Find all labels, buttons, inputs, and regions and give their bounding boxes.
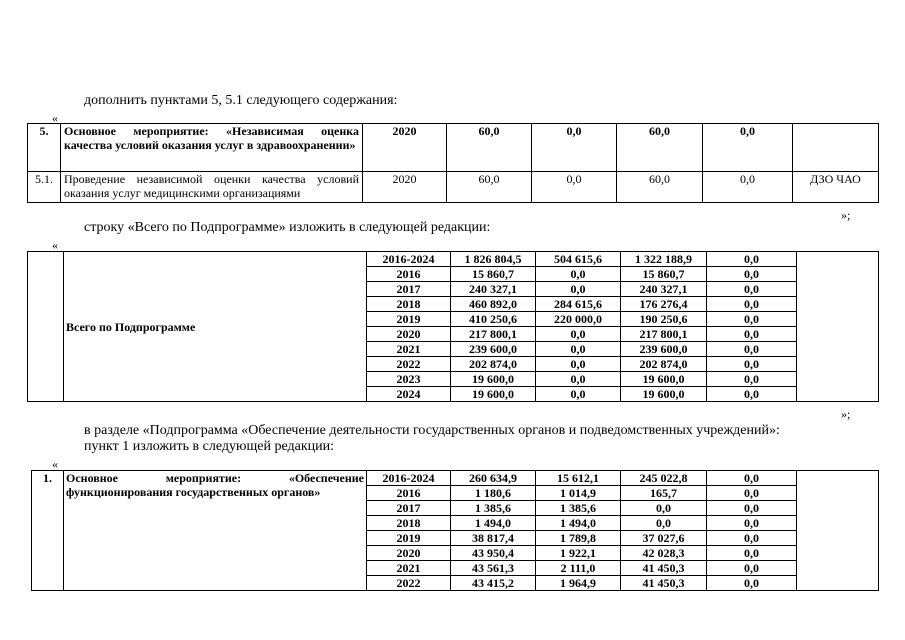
year-cell: 2021 (367, 342, 451, 357)
other-cell: 0,0 (707, 357, 797, 372)
table-row (32, 471, 879, 486)
year-cell: 2018 (367, 297, 451, 312)
other-cell: 0,0 (707, 486, 797, 501)
activity-name-line-1: Основное мероприятие: «Обеспечение (66, 471, 364, 485)
year-cell: 2020 (363, 124, 447, 172)
table-activity-1 (31, 470, 879, 591)
year-cell: 2024 (367, 387, 451, 402)
intro-paragraph-3-line-1: в разделе «Подпрограмма «Обеспечение деятельности государственных органов и подведомственных учреждений»: (84, 423, 780, 438)
row-number: 5. (28, 124, 61, 172)
total-cell: 1 180,6 (451, 486, 536, 501)
year-cell: 2019 (367, 312, 451, 327)
row-number: 5.1. (28, 172, 61, 203)
okrug-cell: 15 860,7 (621, 267, 707, 282)
other-cell: 0,0 (707, 297, 797, 312)
total-cell: 60,0 (447, 124, 532, 172)
total-cell: 60,0 (447, 172, 532, 203)
okrug-cell: 202 874,0 (621, 357, 707, 372)
executor-cell: ДЗО ЧАО (793, 172, 879, 203)
other-cell: 0,0 (707, 516, 797, 531)
other-cell: 0,0 (707, 576, 797, 591)
intro-paragraph-2: строку «Всего по Подпрограмме» изложить в следующей редакции: (84, 220, 491, 235)
table-activities-5 (27, 123, 879, 203)
year-cell: 2020 (367, 327, 451, 342)
federal-cell: 1 922,1 (536, 546, 621, 561)
year-cell: 2017 (367, 282, 451, 297)
other-cell: 0,0 (707, 267, 797, 282)
okrug-cell: 1 322 188,9 (621, 252, 707, 267)
okrug-cell: 42 028,3 (621, 546, 707, 561)
federal-cell: 2 111,0 (536, 561, 621, 576)
open-quote-1: « (52, 111, 58, 125)
total-cell: 1 494,0 (451, 516, 536, 531)
okrug-cell: 19 600,0 (621, 387, 707, 402)
federal-cell: 220 000,0 (536, 312, 621, 327)
year-cell: 2019 (367, 531, 451, 546)
total-cell: 38 817,4 (451, 531, 536, 546)
year-cell: 2021 (367, 561, 451, 576)
year-cell: 2020 (363, 172, 447, 203)
other-cell: 0,0 (707, 282, 797, 297)
okrug-cell: 37 027,6 (621, 531, 707, 546)
federal-cell: 1 494,0 (536, 516, 621, 531)
total-cell: 1 826 804,5 (451, 252, 536, 267)
federal-cell: 0,0 (536, 327, 621, 342)
federal-cell: 0,0 (532, 172, 617, 203)
federal-cell: 0,0 (536, 357, 621, 372)
other-cell: 0,0 (703, 172, 793, 203)
total-cell: 43 950,4 (451, 546, 536, 561)
other-cell: 0,0 (707, 342, 797, 357)
year-cell: 2023 (367, 372, 451, 387)
total-cell: 240 327,1 (451, 282, 536, 297)
okrug-cell: 165,7 (621, 486, 707, 501)
activity-name (64, 471, 367, 591)
other-cell: 0,0 (707, 312, 797, 327)
total-cell: 1 385,6 (451, 501, 536, 516)
federal-cell: 0,0 (536, 282, 621, 297)
total-cell: 15 860,7 (451, 267, 536, 282)
okrug-cell: 19 600,0 (621, 372, 707, 387)
federal-cell: 1 964,9 (536, 576, 621, 591)
year-cell: 2016 (367, 486, 451, 501)
year-cell: 2016-2024 (367, 252, 451, 267)
executor-cell (797, 252, 879, 402)
federal-cell: 1 789,8 (536, 531, 621, 546)
federal-cell: 504 615,6 (536, 252, 621, 267)
okrug-cell: 0,0 (621, 501, 707, 516)
federal-cell: 0,0 (536, 372, 621, 387)
other-cell: 0,0 (707, 531, 797, 546)
okrug-cell: 0,0 (621, 516, 707, 531)
other-cell: 0,0 (707, 501, 797, 516)
okrug-cell: 245 022,8 (621, 471, 707, 486)
other-cell: 0,0 (707, 546, 797, 561)
federal-cell: 15 612,1 (536, 471, 621, 486)
okrug-cell: 239 600,0 (621, 342, 707, 357)
activity-name-line-2: функционирования государственных органов» (66, 485, 321, 499)
total-cell: 202 874,0 (451, 357, 536, 372)
empty-number-cell (28, 252, 64, 402)
other-cell: 0,0 (703, 124, 793, 172)
year-cell: 2022 (367, 357, 451, 372)
activity-name: Проведение независимой оценки качества условий оказания услуг медицинскими организациями (61, 172, 363, 203)
other-cell: 0,0 (707, 252, 797, 267)
other-cell: 0,0 (707, 471, 797, 486)
federal-cell: 0,0 (536, 387, 621, 402)
federal-cell: 0,0 (536, 342, 621, 357)
table-row (28, 252, 879, 267)
federal-cell: 1 014,9 (536, 486, 621, 501)
total-cell: 239 600,0 (451, 342, 536, 357)
activity-name: Основное мероприятие: «Независимая оценка качества условий оказания услуг в здравоохранении» (61, 124, 363, 172)
total-cell: 43 415,2 (451, 576, 536, 591)
year-cell: 2016-2024 (367, 471, 451, 486)
other-cell: 0,0 (707, 561, 797, 576)
year-cell: 2022 (367, 576, 451, 591)
total-cell: 19 600,0 (451, 387, 536, 402)
total-cell: 460 892,0 (451, 297, 536, 312)
year-cell: 2016 (367, 267, 451, 282)
total-cell: 260 634,9 (451, 471, 536, 486)
federal-cell: 284 615,6 (536, 297, 621, 312)
okrug-cell: 190 250,6 (621, 312, 707, 327)
okrug-cell: 217 800,1 (621, 327, 707, 342)
open-quote-2: « (52, 238, 58, 252)
okrug-cell: 60,0 (617, 124, 703, 172)
total-cell: 217 800,1 (451, 327, 536, 342)
total-cell: 410 250,6 (451, 312, 536, 327)
open-quote-3: « (52, 457, 58, 471)
table-subprogram-total (27, 251, 879, 402)
year-cell: 2020 (367, 546, 451, 561)
okrug-cell: 240 327,1 (621, 282, 707, 297)
intro-paragraph-3-line-2: пункт 1 изложить в следующей редакции: (84, 439, 334, 454)
total-cell: 19 600,0 (451, 372, 536, 387)
other-cell: 0,0 (707, 372, 797, 387)
total-cell: 43 561,3 (451, 561, 536, 576)
okrug-cell: 41 450,3 (621, 576, 707, 591)
table-row (28, 172, 879, 203)
federal-cell: 0,0 (532, 124, 617, 172)
other-cell: 0,0 (707, 327, 797, 342)
row-number: 1. (32, 471, 64, 591)
subprogram-total-label: Всего по Подпрограмме (64, 252, 367, 402)
executor-cell (793, 124, 879, 172)
federal-cell: 1 385,6 (536, 501, 621, 516)
okrug-cell: 176 276,4 (621, 297, 707, 312)
other-cell: 0,0 (707, 387, 797, 402)
close-quote-1: »; (841, 208, 851, 222)
executor-cell (797, 471, 879, 591)
okrug-cell: 60,0 (617, 172, 703, 203)
intro-paragraph-1: дополнить пунктами 5, 5.1 следующего содержания: (84, 93, 398, 108)
close-quote-2: »; (841, 407, 851, 421)
federal-cell: 0,0 (536, 267, 621, 282)
year-cell: 2017 (367, 501, 451, 516)
table-row (28, 124, 879, 172)
year-cell: 2018 (367, 516, 451, 531)
okrug-cell: 41 450,3 (621, 561, 707, 576)
